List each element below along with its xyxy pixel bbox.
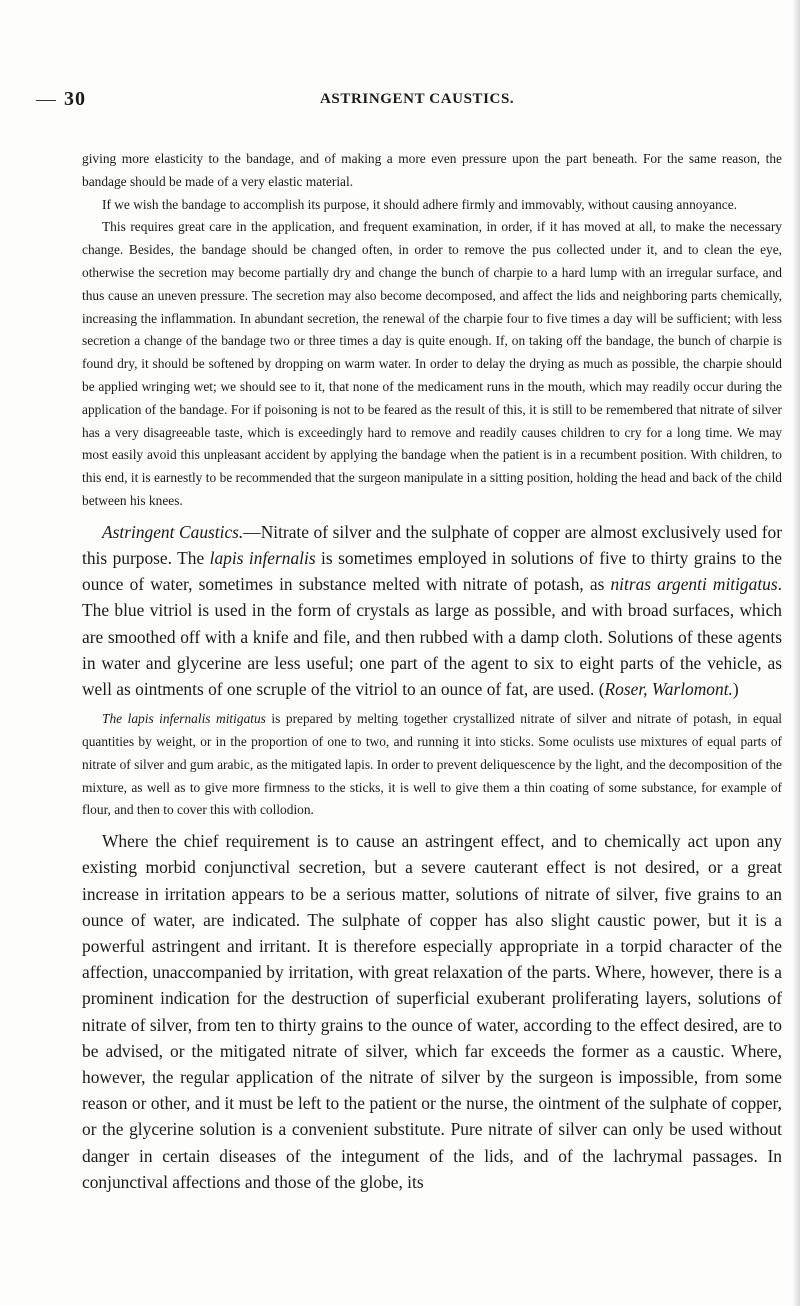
- text-run: . The blue vitriol is used in the form of crystals as large as possible, and with broad surfaces, which are smoothed off with a knife and file, and then rubbed with a damp cloth. Solutions of these agents in water and glycerine are less useful; one part of the agent to six to eight parts of the vehicle, as well as ointments of one scruple of the vitriol to an ounce of fat, are used. (: [82, 574, 782, 699]
- page-number: 30: [64, 88, 86, 110]
- paragraph-mitigatus: [82, 708, 782, 822]
- text-run: is sometimes employed in solutions of five to thirty grains to the ounce of water, sometimes in substance melted with nitrate of potash, as: [82, 547, 782, 595]
- paragraph-adhere: If we wish the bandage to accomplish its purpose, it should adhere firmly and immovably, without causing annoyance.: [102, 196, 738, 212]
- paragraph-elasticity: giving more elasticity to the bandage, and of making a more even pressure upon the part beneath. For the same reason, the bandage should be made of a very elastic material.: [82, 151, 782, 189]
- paragraph-chief-requirement: Where the chief requirement is to cause an astringent effect, and to chemically act upon any existing morbid conjunctival secretion, but a severe cauterant effect is not desired, or a great increase in irritation appears to be a serious matter, solutions of nitrate of silver, five grains to an ounce of water, are indicated. The sulphate of copper has also slight caustic power, but it is a powerful astringent and irritant. It is therefore especially appropriate in a torpid character of the affection, unaccompanied by irritation, with great relaxation of the parts. Where, however, there is a prominent indication for the destruction of superficial exuberant proliferating layers, solutions of nitrate of silver, from ten to thirty grains to the ounce of water, according to the effect desired, are to be advised, or the mitigated nitrate of silver, which far exceeds the former as a caustic. Where, however, the regular application of the nitrate of silver by the surgeon is impossible, from some reason or other, and it must be left to the patient or the nurse, the ointment of the sulphate of copper, or the glycerine solution is a convenient substitute. Pure nitrate of silver can only be used without danger in certain diseases of the integument of the lids, and of the lachrymal passages. In conjunctival affections and those of the globe, its: [82, 831, 782, 1192]
- running-head: ASTRINGENT CAUSTICS.: [320, 91, 515, 107]
- text-run: —Nitrate of silver and the sulphate of copper are almost exclusively used for this purpose. The: [82, 521, 783, 568]
- term-lapis-infernalis: lapis infernalis: [209, 547, 316, 568]
- section-heading: Astringent Caustics.: [102, 521, 244, 542]
- term-nitras-argenti: nitras argenti mitigatus: [610, 574, 778, 595]
- paragraph-astringent-caustics: [82, 519, 782, 702]
- text-run: is prepared by melting together crystallized nitrate of silver and nitrate of potash, in equal quantities by weight, or in the proportion of one to two, and running it into sticks. Some oculists use mixtures of equal parts of nitrate of silver and gum arabic, as the mitigated lapis. In order to prevent deliquescence by the light, and the decomposition of the mixture, as well as to give more firmness to the sticks, it is well to give them a thin coating of some substance, for example of flour, and then to cover this with collodion.: [82, 711, 783, 818]
- text-run: ): [732, 678, 739, 699]
- paragraph-care: This requires great care in the application, and frequent examination, in order, if it has moved at all, to make the necessary change. Besides, the bandage should be changed often, in order to remove the pus collected under it, and to clean the eye, otherwise the secretion may become partially dry and change the bunch of charpie to a hard lump with an irregular surface, and thus cause an uneven pressure. The secretion may also become decomposed, and affect the lids and neighboring parts chemically, increasing the inflammation. In abundant secretion, the renewal of the charpie four to five times a day will be sufficient; with less secretion a change of the bandage two or three times a day is quite enough. If, on taking off the bandage, the bunch of charpie is found dry, it should be softened by dropping on warm water. In order to delay the drying as much as possible, the charpie should be applied wringing wet; we should see to it, that none of the medicament runs in the mouth, which may readily occur during the application of the bandage. For if poisoning is not to be feared as the result of this, it is still to be remembered that nitrate of silver has a very disagreeable taste, which is exceedingly hard to remove and readily causes children to cry for a long time. We may most easily avoid this unpleasant accident by applying the bandage when the patient is in a recumbent position. With children, to this end, it is earnestly to be recommended that the surgeon manipulate in a sitting position, holding the head and back of the child between his knees.: [82, 219, 782, 508]
- page-edge-shadow: [792, 0, 800, 1306]
- page-body: [82, 148, 782, 1195]
- citation: Roser, Warlomont.: [604, 678, 733, 699]
- term-lapis-mitigatus: The lapis infernalis mitigatus: [102, 711, 266, 727]
- page-header: [64, 88, 764, 112]
